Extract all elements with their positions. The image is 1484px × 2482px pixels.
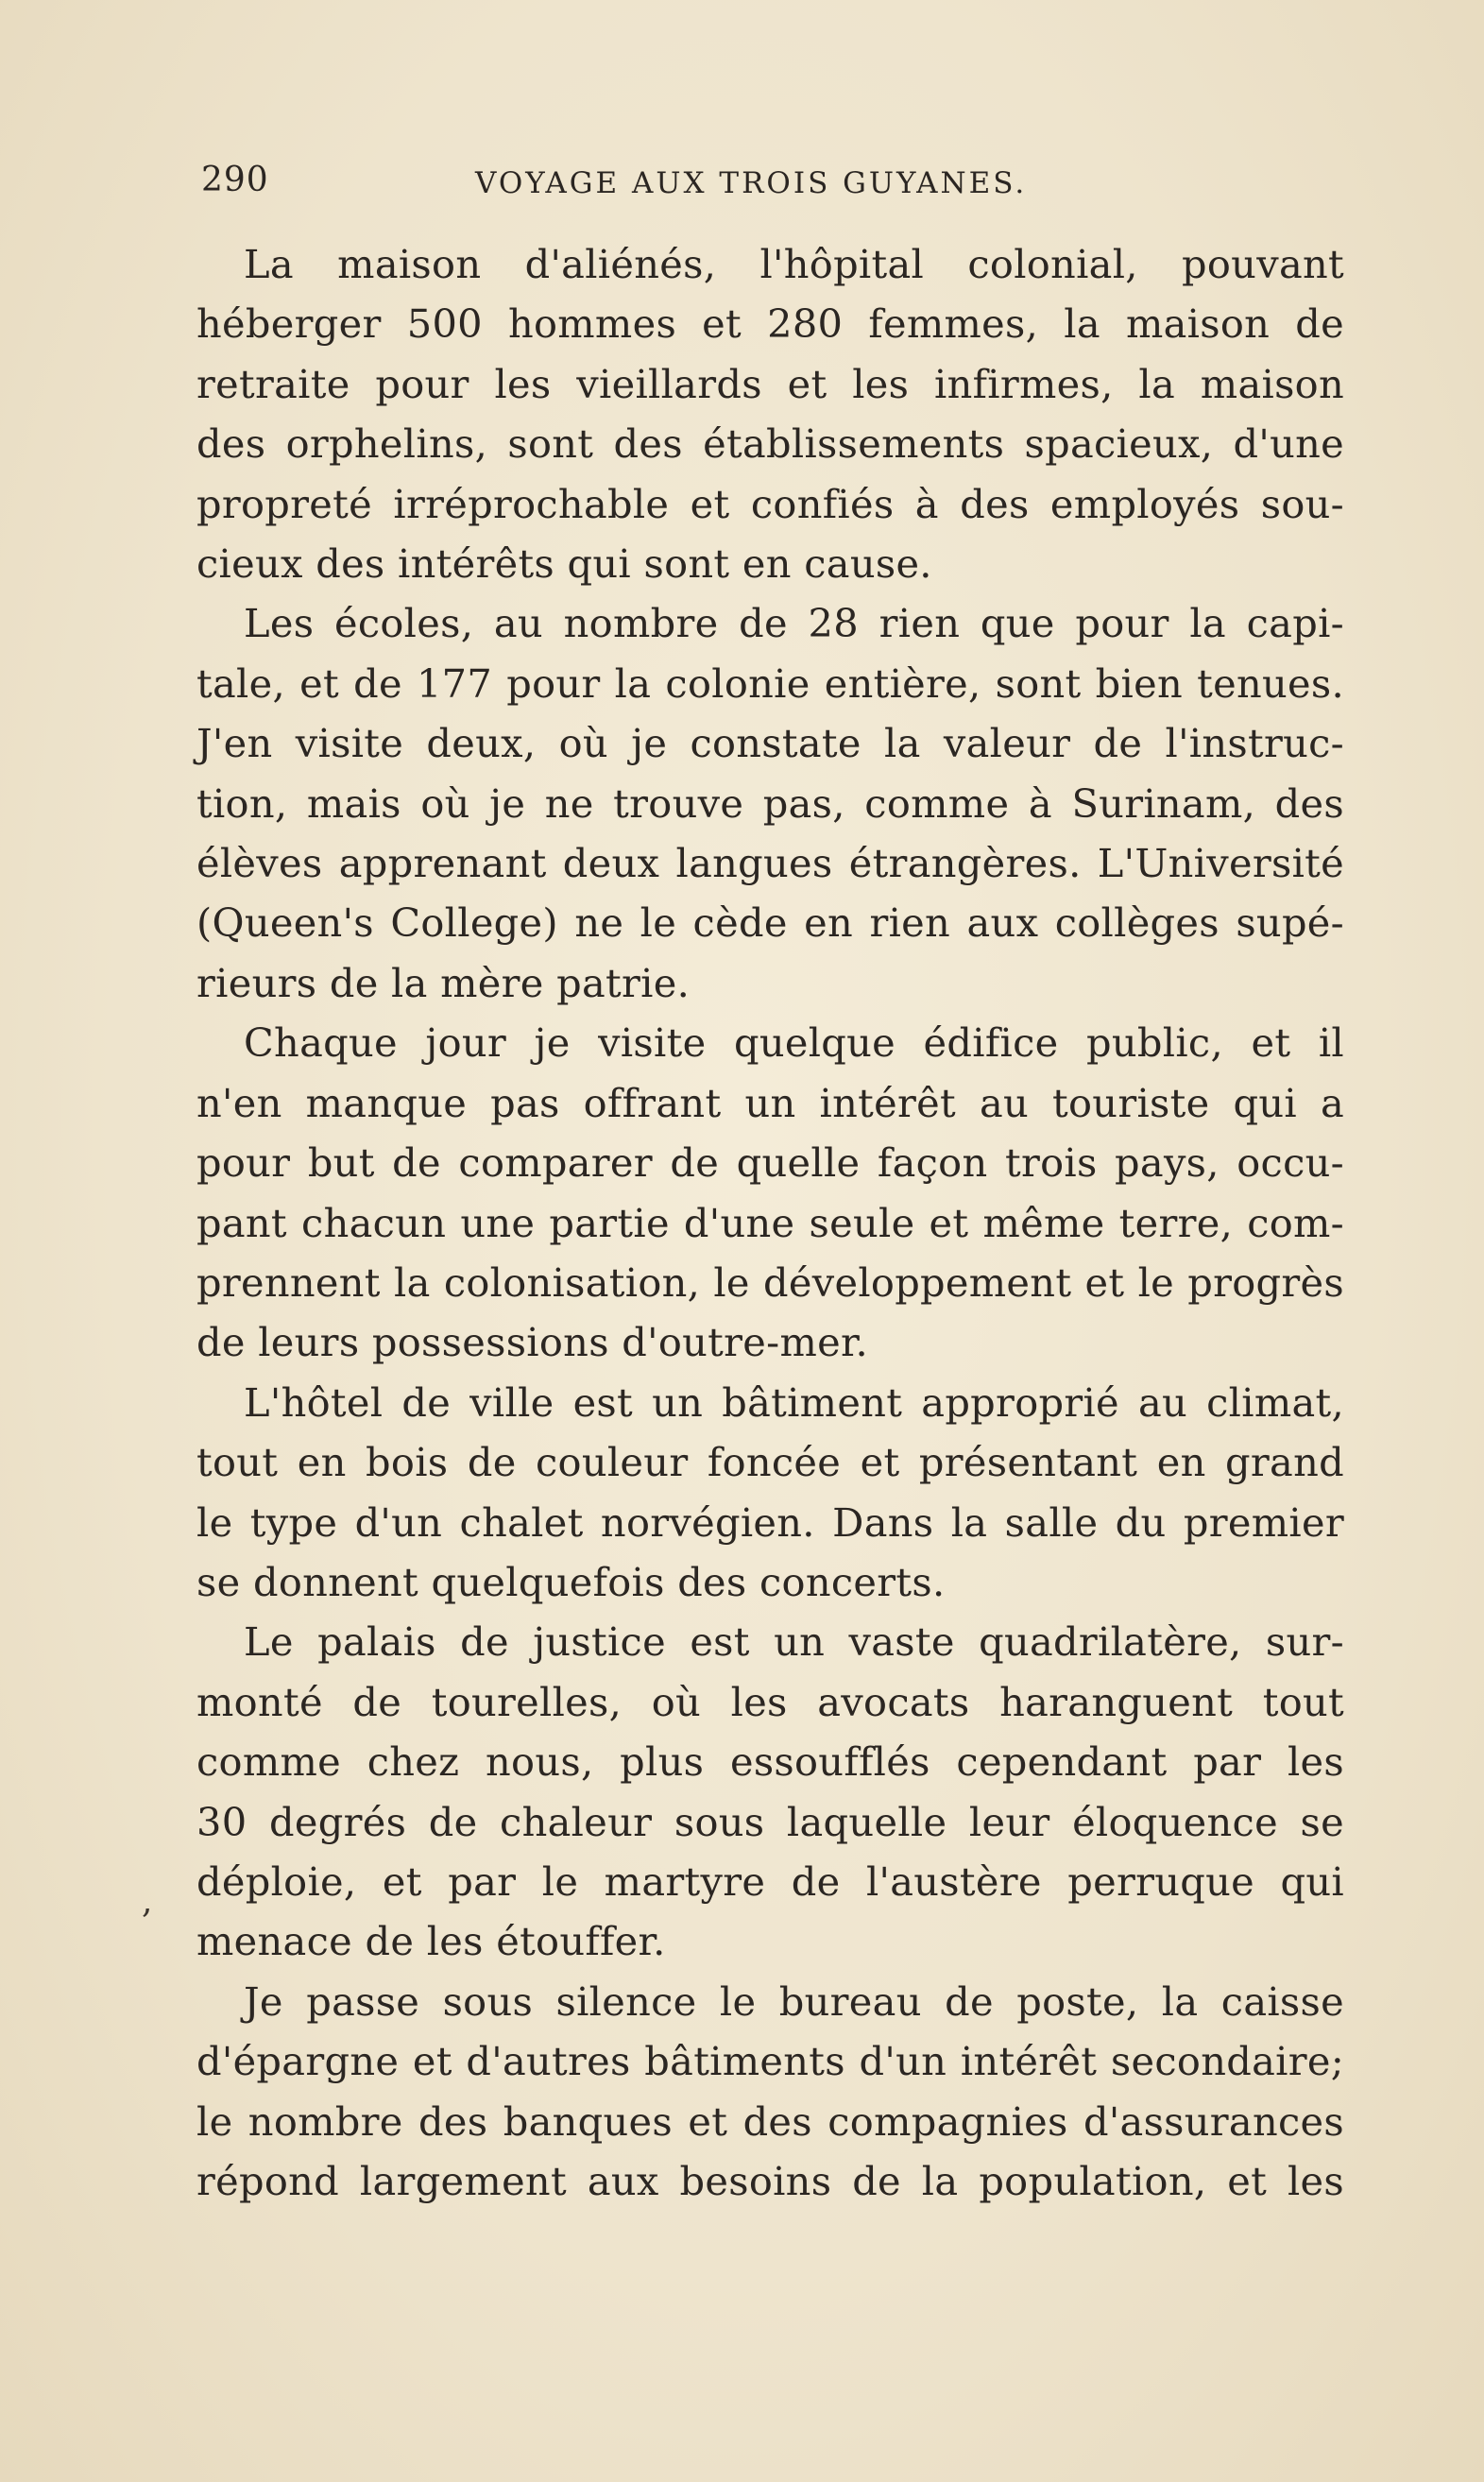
page-number: 290 (201, 161, 269, 199)
text-line: répond largement aux besoins de la population, et les (196, 2158, 1344, 2204)
paragraph (196, 1972, 1344, 2212)
text-line: prennent la colonisation, le développement et le progrès (196, 1258, 1344, 1306)
text-line: menace de les étouffer. (196, 1918, 666, 1965)
text-line: de leurs possessions d'outre-mer. (196, 1319, 869, 1366)
paragraph (196, 1612, 1344, 1971)
text-line: tion, mais où je ne trouve pas, comme à Surinam, des (196, 779, 1344, 827)
text-line: des orphelins, sont des établissements spacieux, d'une (196, 420, 1344, 468)
text-line: J'en visite deux, où je constate la valeur de l'instruc- (196, 720, 1344, 767)
text-line: tout en bois de couleur foncée et présentant en grand (196, 1439, 1344, 1486)
text-line: La maison d'aliénés, l'hôpital colonial, pouvant (244, 241, 1344, 287)
page-header (201, 161, 1344, 208)
text-line: tale, et de 177 pour la colonie entière, sont bien tenues. (196, 659, 1344, 707)
text-line: cieux des intérêts qui sont en cause. (196, 540, 932, 588)
text-line: monté de tourelles, où les avocats haranguent tout (196, 1678, 1344, 1725)
paragraph (196, 1013, 1344, 1372)
text-line: héberger 500 hommes et 280 femmes, la maison de (196, 300, 1344, 348)
text-line: le nombre des banques et des compagnies d'assurances (196, 2097, 1344, 2145)
text-line: L'hôtel de ville est un bâtiment approprié au climat, (244, 1378, 1344, 1426)
text-line: (Queen's College) ne le cède en rien aux collèges supé- (196, 899, 1344, 947)
text-line: Chaque jour je visite quelque édifice public, et il (244, 1019, 1344, 1067)
text-line: pant chacun une partie d'une seule et même terre, com- (196, 1199, 1344, 1246)
margin-mark: , (142, 1882, 153, 1921)
text-line: retraite pour les vieillards et les infirmes, la maison (196, 360, 1344, 407)
text-line: Le palais de justice est un vaste quadrilatère, sur- (244, 1618, 1344, 1666)
paragraph (196, 1373, 1344, 1613)
text-line: 30 degrés de chaleur sous laquelle leur éloquence se (196, 1798, 1344, 1845)
text-line: rieurs de la mère patrie. (196, 959, 691, 1006)
text-line: le type d'un chalet norvégien. Dans la salle du premier (196, 1498, 1344, 1546)
text-line: propreté irréprochable et confiés à des employés sou- (196, 480, 1344, 527)
paragraph (196, 593, 1344, 1013)
text-line: élèves apprenant deux langues étrangères. L'Université (196, 840, 1344, 887)
text-line: déploie, et par le martyre de l'austère perruque qui (196, 1857, 1344, 1905)
text-line: d'épargne et d'autres bâtiments d'un intérêt secondaire; (196, 2038, 1344, 2085)
running-title: VOYAGE AUX TROIS GUYANES. (475, 166, 1028, 200)
text-line: se donnent quelquefois des concerts. (196, 1558, 946, 1605)
text-line: n'en manque pas offrant un intérêt au touriste qui a (196, 1079, 1344, 1126)
text-line: Les écoles, au nombre de 28 rien que pour la capi- (244, 600, 1344, 647)
text-line: comme chez nous, plus essoufflés cependant par les (196, 1738, 1344, 1786)
text-line: Je passe sous silence le bureau de poste, la caisse (244, 1977, 1344, 2025)
paragraph (196, 234, 1344, 593)
text-line: pour but de comparer de quelle façon trois pays, occu- (196, 1139, 1344, 1187)
body-text (196, 234, 1344, 2211)
